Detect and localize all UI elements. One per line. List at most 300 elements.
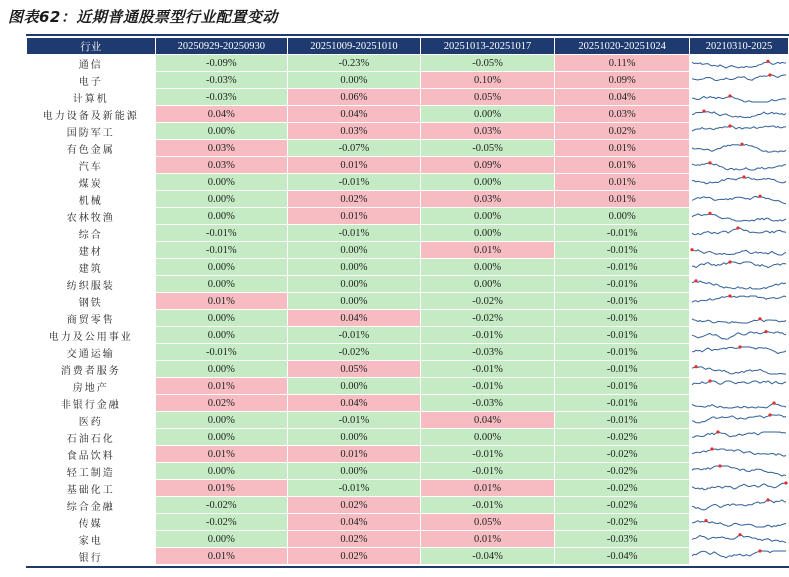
sparkline-chart <box>690 208 788 224</box>
value-cell: -0.01% <box>555 310 690 327</box>
value-cell: 0.04% <box>288 310 421 327</box>
sparkline-cell <box>689 208 788 225</box>
value-cell: -0.04% <box>555 548 690 565</box>
table-row <box>27 242 789 259</box>
table-row <box>27 429 789 446</box>
industry-cell: 商贸零售 <box>27 310 156 327</box>
value-cell: -0.05% <box>420 140 555 157</box>
industry-cell: 食品饮料 <box>27 446 156 463</box>
sparkline-cell <box>689 395 788 412</box>
value-cell: -0.01% <box>555 361 690 378</box>
industry-cell: 银行 <box>27 548 156 565</box>
value-cell: 0.00% <box>420 259 555 276</box>
value-cell: 0.01% <box>155 293 288 310</box>
value-cell: 0.00% <box>288 242 421 259</box>
sparkline-line <box>692 483 786 490</box>
industry-cell: 建筑 <box>27 259 156 276</box>
value-cell: 0.01% <box>555 140 690 157</box>
value-cell: -0.02% <box>555 463 690 480</box>
table-row <box>27 531 789 548</box>
sparkline-cell <box>689 429 788 446</box>
industry-cell: 消费者服务 <box>27 361 156 378</box>
table-row <box>27 157 789 174</box>
sparkline-cell <box>689 412 788 429</box>
sparkline-chart <box>690 395 788 411</box>
header-industry: 行业 <box>27 38 156 55</box>
value-cell: 0.00% <box>288 378 421 395</box>
value-cell: -0.02% <box>555 446 690 463</box>
sparkline-peak-marker <box>704 519 707 522</box>
sparkline-peak-marker <box>716 430 719 433</box>
sparkline-line <box>692 332 786 340</box>
value-cell: -0.02% <box>555 429 690 446</box>
sparkline-line <box>692 319 786 323</box>
sparkline-peak-marker <box>728 260 731 263</box>
header-period-1: 20250929-20250930 <box>155 38 288 55</box>
header-period-2: 20251009-20251010 <box>288 38 421 55</box>
value-cell: 0.01% <box>155 480 288 497</box>
table-header-row <box>27 38 789 55</box>
value-cell: 0.10% <box>420 72 555 89</box>
value-cell: 0.09% <box>555 72 690 89</box>
sparkline-cell <box>689 55 788 72</box>
value-cell: -0.01% <box>420 463 555 480</box>
sparkline-chart <box>690 497 788 513</box>
sparkline-cell <box>689 497 788 514</box>
sparkline-peak-marker <box>766 498 769 501</box>
sparkline-chart <box>690 412 788 428</box>
value-cell: -0.01% <box>555 327 690 344</box>
value-cell: -0.01% <box>155 344 288 361</box>
sparkline-line <box>692 111 786 118</box>
value-cell: -0.02% <box>288 344 421 361</box>
sparkline-line <box>692 466 786 476</box>
value-cell: 0.03% <box>420 123 555 140</box>
value-cell: 0.00% <box>420 174 555 191</box>
sparkline-line <box>692 196 786 204</box>
value-cell: 0.06% <box>288 89 421 106</box>
value-cell: 0.00% <box>155 123 288 140</box>
sparkline-cell <box>689 89 788 106</box>
sparkline-chart <box>690 106 788 122</box>
table-row <box>27 327 789 344</box>
industry-cell: 国防军工 <box>27 123 156 140</box>
table-row <box>27 497 789 514</box>
value-cell: 0.00% <box>155 174 288 191</box>
value-cell: 0.00% <box>420 429 555 446</box>
value-cell: -0.02% <box>155 497 288 514</box>
sparkline-chart <box>690 242 788 258</box>
sparkline-peak-marker <box>728 94 731 97</box>
value-cell: 0.00% <box>155 531 288 548</box>
sparkline-peak-marker <box>758 549 761 552</box>
sparkline-line <box>692 415 786 423</box>
sparkline-peak-marker <box>728 124 731 127</box>
value-cell: -0.01% <box>288 480 421 497</box>
sparkline-peak-marker <box>768 413 771 416</box>
value-cell: 0.00% <box>420 276 555 293</box>
value-cell: -0.01% <box>555 225 690 242</box>
industry-cell: 交通运输 <box>27 344 156 361</box>
sparkline-chart <box>690 378 788 394</box>
sparkline-cell <box>689 378 788 395</box>
value-cell: 0.05% <box>420 514 555 531</box>
value-cell: -0.01% <box>420 378 555 395</box>
value-cell: 0.01% <box>555 157 690 174</box>
sparkline-chart <box>690 174 788 190</box>
sparkline-chart <box>690 72 788 88</box>
table-row <box>27 514 789 531</box>
table-row <box>27 174 789 191</box>
sparkline-cell <box>689 259 788 276</box>
sparkline-cell <box>689 242 788 259</box>
industry-cell: 电子 <box>27 72 156 89</box>
sparkline-cell <box>689 157 788 174</box>
table-row <box>27 72 789 89</box>
industry-cell: 农林牧渔 <box>27 208 156 225</box>
sparkline-peak-marker <box>718 464 721 467</box>
sparkline-peak-marker <box>738 533 741 536</box>
value-cell: 0.01% <box>155 378 288 395</box>
value-cell: 0.00% <box>420 208 555 225</box>
value-cell: 0.01% <box>288 208 421 225</box>
value-cell: 0.04% <box>555 89 690 106</box>
sparkline-cell <box>689 514 788 531</box>
value-cell: 0.04% <box>288 395 421 412</box>
value-cell: 0.09% <box>420 157 555 174</box>
value-cell: 0.00% <box>288 293 421 310</box>
value-cell: -0.01% <box>288 327 421 344</box>
sparkline-peak-marker <box>758 195 761 198</box>
value-cell: 0.05% <box>420 89 555 106</box>
value-cell: 0.05% <box>288 361 421 378</box>
sparkline-cell <box>689 548 788 565</box>
value-cell: 0.00% <box>155 259 288 276</box>
value-cell: -0.02% <box>420 310 555 327</box>
sparkline-peak-marker <box>728 294 731 297</box>
sparkline-peak-marker <box>758 317 761 320</box>
value-cell: -0.03% <box>420 395 555 412</box>
sparkline-peak-marker <box>784 481 787 484</box>
sparkline-cell <box>689 72 788 89</box>
industry-cell: 有色金属 <box>27 140 156 157</box>
value-cell: -0.01% <box>288 174 421 191</box>
industry-cell: 轻工制造 <box>27 463 156 480</box>
industry-cell: 非银行金融 <box>27 395 156 412</box>
industry-cell: 基础化工 <box>27 480 156 497</box>
sparkline-chart <box>690 191 788 207</box>
value-cell: -0.01% <box>420 497 555 514</box>
sparkline-chart <box>690 463 788 479</box>
value-cell: 0.02% <box>155 395 288 412</box>
industry-cell: 机械 <box>27 191 156 208</box>
sparkline-cell <box>689 191 788 208</box>
sparkline-cell <box>689 531 788 548</box>
table-row <box>27 395 789 412</box>
sparkline-peak-marker <box>708 379 711 382</box>
sparkline-chart <box>690 327 788 343</box>
sparkline-line <box>692 96 786 102</box>
sparkline-cell <box>689 106 788 123</box>
sparkline-cell <box>689 293 788 310</box>
value-cell: 0.00% <box>288 463 421 480</box>
table-row <box>27 89 789 106</box>
sparkline-line <box>692 75 786 81</box>
sparkline-line <box>692 213 786 221</box>
value-cell: -0.02% <box>555 497 690 514</box>
sparkline-chart <box>690 446 788 462</box>
value-cell: -0.09% <box>155 55 288 72</box>
sparkline-line <box>692 432 786 437</box>
table-row <box>27 480 789 497</box>
table-row <box>27 344 789 361</box>
sparkline-cell <box>689 310 788 327</box>
value-cell: -0.01% <box>288 225 421 242</box>
sparkline-cell <box>689 123 788 140</box>
value-cell: 0.02% <box>288 548 421 565</box>
figure-title: 图表62：近期普通股票型行业配置变动 <box>8 8 278 26</box>
sparkline-peak-marker <box>694 279 697 282</box>
sparkline-chart <box>690 361 788 377</box>
sparkline-chart <box>690 140 788 156</box>
sparkline-chart <box>690 123 788 139</box>
sparkline-chart <box>690 310 788 326</box>
value-cell: -0.02% <box>155 514 288 531</box>
value-cell: 0.01% <box>288 157 421 174</box>
industry-cell: 建材 <box>27 242 156 259</box>
value-cell: 0.01% <box>420 480 555 497</box>
sparkline-chart <box>690 293 788 309</box>
sparkline-chart <box>690 55 788 71</box>
value-cell: 0.00% <box>155 327 288 344</box>
sparkline-chart <box>690 259 788 275</box>
industry-cell: 计算机 <box>27 89 156 106</box>
sparkline-chart <box>690 480 788 496</box>
sparkline-chart <box>690 344 788 360</box>
value-cell: 0.01% <box>420 531 555 548</box>
table-row <box>27 310 789 327</box>
value-cell: 0.11% <box>555 55 690 72</box>
table-row <box>27 208 789 225</box>
industry-cell: 电力及公用事业 <box>27 327 156 344</box>
table-row <box>27 225 789 242</box>
value-cell: 0.04% <box>288 514 421 531</box>
value-cell: -0.01% <box>555 378 690 395</box>
value-cell: 0.00% <box>288 72 421 89</box>
sparkline-peak-marker <box>710 447 713 450</box>
value-cell: -0.01% <box>555 412 690 429</box>
value-cell: 0.00% <box>420 225 555 242</box>
value-cell: 0.02% <box>288 497 421 514</box>
sparkline-line <box>692 449 786 456</box>
sparkline-chart <box>690 429 788 445</box>
top-rule <box>26 34 789 36</box>
value-cell: 0.00% <box>155 276 288 293</box>
industry-cell: 家电 <box>27 531 156 548</box>
sparkline-chart <box>690 157 788 173</box>
sparkline-peak-marker <box>772 402 775 405</box>
sparkline-line <box>692 126 786 131</box>
industry-cell: 钢铁 <box>27 293 156 310</box>
industry-allocation-table <box>26 37 789 565</box>
sparkline-peak-marker <box>738 345 741 348</box>
sparkline-chart <box>690 276 788 292</box>
bottom-rule <box>26 566 789 568</box>
sparkline-line <box>692 250 786 255</box>
industry-cell: 纺织服装 <box>27 276 156 293</box>
value-cell: 0.01% <box>555 191 690 208</box>
sparkline-peak-marker <box>708 212 711 215</box>
table-row <box>27 446 789 463</box>
value-cell: -0.01% <box>555 276 690 293</box>
sparkline-line <box>692 262 786 268</box>
value-cell: 0.00% <box>288 259 421 276</box>
value-cell: -0.01% <box>420 361 555 378</box>
sparkline-cell <box>689 344 788 361</box>
sparkline-peak-marker <box>740 143 743 146</box>
sparkline-peak-marker <box>768 73 771 76</box>
value-cell: -0.01% <box>555 259 690 276</box>
header-trend: 20210310-2025 <box>689 38 788 55</box>
sparkline-line <box>692 281 786 289</box>
sparkline-line <box>692 177 786 184</box>
header-period-3: 20251013-20251017 <box>420 38 555 55</box>
sparkline-peak-marker <box>736 226 739 229</box>
value-cell: 0.01% <box>555 174 690 191</box>
sparkline-line <box>692 500 786 510</box>
sparkline-cell <box>689 276 788 293</box>
sparkline-cell <box>689 174 788 191</box>
sparkline-line <box>692 296 786 302</box>
value-cell: -0.01% <box>555 395 690 412</box>
sparkline-cell <box>689 463 788 480</box>
sparkline-line <box>692 403 786 408</box>
sparkline-cell <box>689 480 788 497</box>
value-cell: 0.04% <box>155 106 288 123</box>
table-row <box>27 293 789 310</box>
table-row <box>27 361 789 378</box>
value-cell: 0.00% <box>288 276 421 293</box>
sparkline-cell <box>689 361 788 378</box>
value-cell: 0.03% <box>420 191 555 208</box>
value-cell: 0.04% <box>420 412 555 429</box>
table-row <box>27 106 789 123</box>
value-cell: -0.01% <box>155 225 288 242</box>
sparkline-line <box>692 367 786 374</box>
value-cell: -0.01% <box>555 293 690 310</box>
value-cell: -0.01% <box>288 412 421 429</box>
value-cell: 0.00% <box>420 106 555 123</box>
table-row <box>27 276 789 293</box>
table-row <box>27 259 789 276</box>
value-cell: 0.01% <box>155 548 288 565</box>
value-cell: 0.00% <box>155 429 288 446</box>
sparkline-line <box>692 551 786 558</box>
value-cell: 0.02% <box>288 191 421 208</box>
industry-cell: 石油石化 <box>27 429 156 446</box>
value-cell: -0.05% <box>420 55 555 72</box>
sparkline-cell <box>689 327 788 344</box>
industry-cell: 房地产 <box>27 378 156 395</box>
value-cell: 0.01% <box>420 242 555 259</box>
sparkline-cell <box>689 225 788 242</box>
value-cell: 0.00% <box>155 208 288 225</box>
value-cell: 0.03% <box>288 123 421 140</box>
sparkline-chart <box>690 89 788 105</box>
sparkline-peak-marker <box>766 60 769 63</box>
value-cell: 0.03% <box>555 106 690 123</box>
value-cell: 0.03% <box>155 140 288 157</box>
value-cell: -0.01% <box>420 446 555 463</box>
sparkline-cell <box>689 446 788 463</box>
value-cell: 0.02% <box>555 123 690 140</box>
value-cell: -0.01% <box>155 242 288 259</box>
value-cell: 0.00% <box>288 429 421 446</box>
industry-cell: 电力设备及新能源 <box>27 106 156 123</box>
industry-cell: 汽车 <box>27 157 156 174</box>
sparkline-chart <box>690 225 788 241</box>
sparkline-line <box>692 381 786 385</box>
value-cell: 0.00% <box>155 463 288 480</box>
sparkline-peak-marker <box>742 175 745 178</box>
value-cell: -0.01% <box>420 327 555 344</box>
value-cell: -0.07% <box>288 140 421 157</box>
value-cell: -0.23% <box>288 55 421 72</box>
table-row <box>27 463 789 480</box>
value-cell: -0.01% <box>555 242 690 259</box>
table-row <box>27 412 789 429</box>
value-cell: -0.04% <box>420 548 555 565</box>
value-cell: -0.03% <box>420 344 555 361</box>
value-cell: 0.00% <box>155 361 288 378</box>
value-cell: 0.04% <box>288 106 421 123</box>
sparkline-chart <box>690 548 788 564</box>
value-cell: 0.00% <box>155 412 288 429</box>
value-cell: 0.01% <box>155 446 288 463</box>
sparkline-line <box>692 144 786 152</box>
industry-cell: 综合 <box>27 225 156 242</box>
value-cell: 0.00% <box>155 310 288 327</box>
header-period-4: 20251020-20251024 <box>555 38 690 55</box>
sparkline-peak-marker <box>764 330 767 333</box>
value-cell: -0.03% <box>155 72 288 89</box>
table-row <box>27 548 789 565</box>
value-cell: 0.00% <box>555 208 690 225</box>
industry-cell: 传媒 <box>27 514 156 531</box>
value-cell: -0.02% <box>555 514 690 531</box>
sparkline-peak-marker <box>690 248 693 251</box>
sparkline-chart <box>690 531 788 547</box>
industry-cell: 通信 <box>27 55 156 72</box>
industry-cell: 医药 <box>27 412 156 429</box>
sparkline-chart <box>690 514 788 530</box>
sparkline-peak-marker <box>694 365 697 368</box>
value-cell: -0.02% <box>420 293 555 310</box>
value-cell: 0.02% <box>288 531 421 548</box>
sparkline-peak-marker <box>708 161 711 164</box>
industry-cell: 煤炭 <box>27 174 156 191</box>
sparkline-peak-marker <box>702 110 705 113</box>
table-row <box>27 123 789 140</box>
sparkline-cell <box>689 140 788 157</box>
table-row <box>27 378 789 395</box>
value-cell: 0.01% <box>288 446 421 463</box>
value-cell: 0.03% <box>155 157 288 174</box>
sparkline-line <box>692 61 786 68</box>
value-cell: 0.00% <box>155 191 288 208</box>
value-cell: -0.03% <box>555 531 690 548</box>
sparkline-line <box>692 163 786 170</box>
